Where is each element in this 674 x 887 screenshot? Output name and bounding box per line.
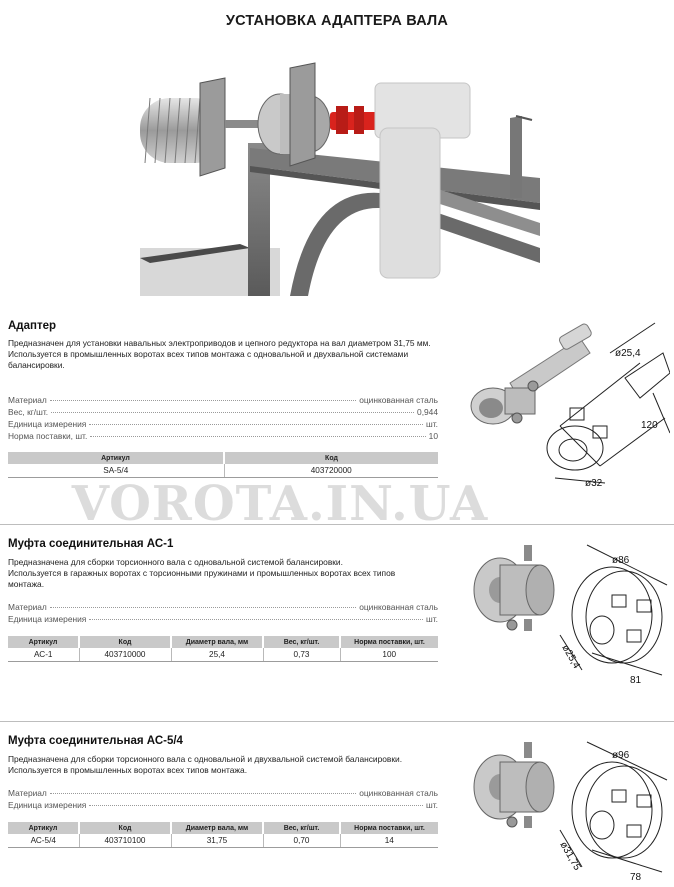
ac1-table — [8, 636, 438, 662]
spec-row: Материал оцинкованная сталь — [8, 602, 438, 612]
ac1-illustration — [462, 535, 672, 685]
table-cell: 100 — [340, 648, 438, 662]
adapter-illustration — [465, 318, 670, 488]
dim-shaft-label: ø25,4 — [559, 643, 582, 671]
coupling-drawing — [560, 742, 667, 872]
ac54-specs — [8, 788, 438, 812]
coupling-photo — [474, 545, 554, 631]
spec-row: Материал оцинкованная сталь — [8, 395, 438, 405]
ac54-description — [8, 754, 433, 776]
table-header: Норма поставки, шт. — [340, 636, 438, 648]
spec-row: Единица измерения шт. — [8, 419, 438, 429]
table-header: Диаметр вала, мм — [171, 636, 263, 648]
section-divider — [0, 721, 674, 722]
table-header: Вес, кг/шт. — [263, 822, 340, 834]
table-header: Норма поставки, шт. — [340, 822, 438, 834]
watermark: VOROTA.IN.UA — [71, 476, 489, 532]
table-cell: АС-1 — [8, 648, 79, 662]
table-cell: 14 — [340, 834, 438, 848]
table-cell: 25,4 — [171, 648, 263, 662]
table-cell: 0,70 — [263, 834, 340, 848]
table-row — [8, 648, 438, 662]
ac54-illustration — [462, 732, 672, 882]
dim-diameter-label: ø25,4 — [615, 348, 641, 359]
dim-length-label: 81 — [630, 675, 642, 685]
table-header: Вес, кг/шт. — [263, 636, 340, 648]
spec-row: Единица измерения шт. — [8, 614, 438, 624]
adapter-table — [8, 452, 438, 478]
table-cell: 403710000 — [79, 648, 171, 662]
adapter-photo — [471, 323, 593, 424]
table-header: Код — [79, 636, 171, 648]
installation-illustration — [140, 48, 546, 296]
table-header: Код — [79, 822, 171, 834]
ac1-desc-line: Предназначена для сборки торсионного вала с одновальной системой балансировки. — [8, 557, 343, 567]
adapter-desc-line: Предназначен для установки навальных электроприводов и цепного редуктора на вал диаметром 31,75 мм. — [8, 338, 431, 348]
table-row — [8, 834, 438, 848]
table-cell: 403710100 — [79, 834, 171, 848]
table-header: Артикул — [8, 822, 79, 834]
dim-outer-label: ø96 — [612, 750, 630, 761]
dim-diameter-label: ø32 — [585, 478, 603, 488]
ac1-title: Муфта соединительная АС-1 — [8, 538, 174, 550]
table-cell: 31,75 — [171, 834, 263, 848]
adapter-description — [8, 338, 433, 371]
adapter-specs — [8, 395, 438, 443]
table-cell: SA-5/4 — [8, 464, 224, 478]
spec-row: Вес, кг/шт. 0,944 — [8, 407, 438, 417]
ac54-desc-line: Используется в промышленных воротах всех типов монтажа. — [8, 765, 248, 775]
dim-outer-label: ø86 — [612, 555, 630, 566]
coupling-photo — [474, 742, 554, 828]
adapter-desc-line: Используется в промышленных воротах всех типов монтажа с одновальной и двухвальной системами балансировки. — [8, 349, 409, 370]
page-title: УСТАНОВКА АДАПТЕРА ВАЛА — [225, 13, 449, 29]
table-cell: 403720000 — [224, 464, 438, 478]
dim-shaft-label: ø31,75 — [557, 840, 583, 873]
table-header: Диаметр вала, мм — [171, 822, 263, 834]
table-cell: 0,73 — [263, 648, 340, 662]
table-header: Артикул — [8, 452, 224, 464]
spec-row: Материал оцинкованная сталь — [8, 788, 438, 798]
ac54-desc-line: Предназначена для сборки торсионного вала с одновальной и двухвальной системой балансировки. — [8, 754, 403, 764]
section-divider — [0, 524, 674, 525]
ac1-desc-line: Используется в гаражных воротах с торсионными пружинами и промышленных воротах всех типов монтажа. — [8, 568, 396, 589]
table-cell: АС-5/4 — [8, 834, 79, 848]
ac54-title: Муфта соединительная АС-5/4 — [8, 735, 183, 747]
ac54-table — [8, 822, 438, 848]
dim-length-label: 120 — [641, 420, 658, 431]
adapter-title: Адаптер — [8, 320, 56, 332]
ac1-description — [8, 557, 433, 590]
spec-row: Единица измерения шт. — [8, 800, 438, 810]
dim-length-label: 78 — [630, 872, 642, 882]
table-header: Артикул — [8, 636, 79, 648]
ac1-specs — [8, 602, 438, 626]
table-header: Код — [224, 452, 438, 464]
spec-row: Норма поставки, шт. 10 — [8, 431, 438, 441]
